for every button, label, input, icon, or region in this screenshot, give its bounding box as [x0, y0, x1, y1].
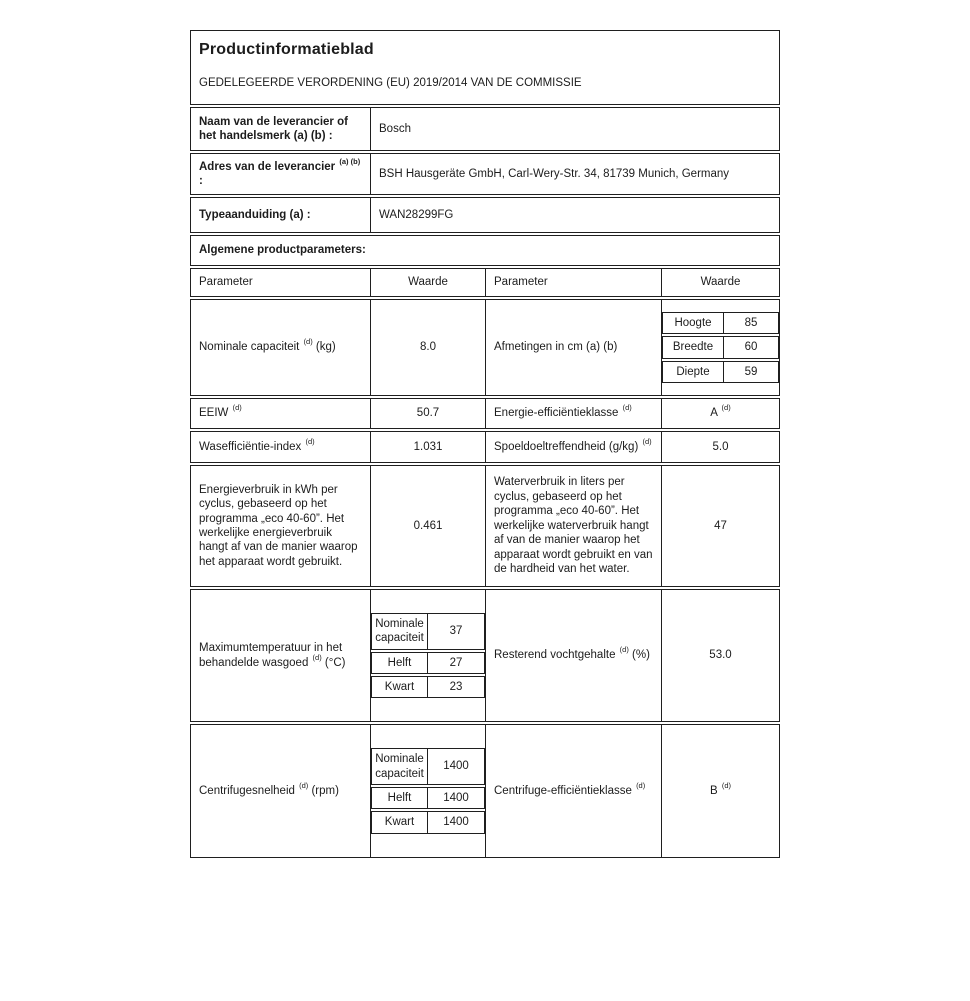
- header-parameter-left: Parameter: [199, 276, 253, 289]
- capacity-dimensions-row: [190, 299, 780, 396]
- wash-index-rinsing-row: [190, 431, 780, 463]
- temperature-row-kwart: [371, 676, 485, 698]
- table-header-row: [190, 268, 780, 297]
- product-information-sheet: [190, 30, 780, 858]
- water-consumption-value: 47: [661, 466, 779, 586]
- temperature-row-nominale: [371, 613, 485, 650]
- spin-class-label: Centrifuge-efficiëntieklasse $^{(d)}$: [485, 725, 661, 857]
- temperature-row-helft: [371, 652, 485, 674]
- dimension-breedte-value: 60: [744, 341, 758, 354]
- max-temperature-label: Maximumtemperatuur in het behandelde wasgoed $^{(d)}$ (°C): [199, 642, 346, 669]
- temperature-nominale-value: 37: [449, 624, 463, 637]
- dimension-hoogte-label: Hoogte: [663, 313, 724, 333]
- header-parameter-right: Parameter: [485, 269, 661, 296]
- temperature-nominale-label: Nominale capaciteit: [372, 614, 428, 649]
- spin-speed-row: [190, 724, 780, 858]
- model-identifier-row: [190, 197, 780, 233]
- rinsing-label: Spoeldoeltreffendheid (g/kg) $^{(d)}$: [485, 432, 661, 462]
- spin-speed-values: [370, 725, 485, 857]
- spin-kwart-label: Kwart: [372, 812, 428, 832]
- dimension-row-hoogte: [662, 312, 779, 334]
- energy-consumption-value: 0.461: [370, 466, 485, 586]
- dimension-row-diepte: [662, 361, 779, 383]
- energy-consumption-label: Energieverbruik in kWh per cyclus, gebaseerd op het programma „eco 40-60”. Het werkelijke energieverbruik hangt af van de manier waarop het apparaat wordt gebruikt.: [199, 483, 358, 568]
- remaining-moisture-label: Resterend vochtgehalte $^{(d)}$ (%): [485, 590, 661, 721]
- consumption-row: [190, 465, 780, 587]
- temperature-helft-label: Helft: [372, 653, 428, 673]
- dimension-diepte-value: 59: [744, 365, 758, 378]
- wash-index-label: Wasefficiëntie-index $^{(d)}$: [199, 436, 315, 453]
- eeiw-value: 50.7: [370, 399, 485, 428]
- document-title: Productinformatieblad: [199, 41, 374, 58]
- supplier-address-value: BSH Hausgeräte GmbH, Carl-Wery-Str. 34, 81739 Munich, Germany: [370, 154, 779, 194]
- regulation-subtitle: GEDELEGEERDE VERORDENING (EU) 2019/2014 VAN DE COMMISSIE: [199, 77, 582, 89]
- rated-capacity-value: 8.0: [370, 300, 485, 395]
- model-identifier-value: WAN28299FG: [370, 198, 779, 232]
- remaining-moisture-value: 53.0: [661, 590, 779, 721]
- supplier-address-row: [190, 153, 780, 195]
- spin-helft-value: 1400: [443, 792, 469, 804]
- wash-index-value: 1.031: [370, 432, 485, 462]
- supplier-name-row: [190, 107, 780, 151]
- spin-row-helft: [371, 787, 485, 809]
- dimension-breedte-label: Breedte: [663, 337, 724, 357]
- energy-class-label: Energie-efficiëntieklasse $^{(d)}$: [485, 399, 661, 428]
- dimensions-label: Afmetingen in cm (a) (b): [485, 300, 661, 395]
- spin-kwart-value: 1400: [443, 816, 469, 829]
- general-parameters-header: Algemene productparameters:: [190, 235, 780, 266]
- dimension-hoogte-value: 85: [744, 316, 758, 329]
- dimension-row-breedte: [662, 336, 779, 358]
- max-temperature-values: [370, 590, 485, 721]
- header-waarde-right: Waarde: [661, 269, 779, 296]
- supplier-address-label: Adres van de leverancier $^{(a) (b)}$ :: [199, 156, 361, 187]
- eeiw-label: EEIW $^{(d)}$: [199, 403, 242, 420]
- rated-capacity-label: Nominale capaciteit $^{(d)}$ (kg): [199, 337, 336, 354]
- energy-class-value: A $^{(d)}$: [661, 399, 779, 428]
- supplier-name-label: Naam van de leverancier of het handelsmerk (a) (b) :: [199, 115, 348, 142]
- spin-row-kwart: [371, 811, 485, 833]
- dimensions-values: [661, 300, 779, 395]
- header-waarde-left: Waarde: [370, 269, 485, 296]
- dimension-diepte-label: Diepte: [663, 362, 724, 382]
- supplier-name-value: Bosch: [370, 108, 779, 150]
- temperature-kwart-value: 23: [449, 680, 463, 693]
- rinsing-value: 5.0: [661, 432, 779, 462]
- spin-row-nominale: [371, 748, 485, 785]
- spin-speed-label: Centrifugesnelheid $^{(d)}$ (rpm): [199, 780, 339, 797]
- title-section: [190, 30, 780, 105]
- eei-energy-class-row: [190, 398, 780, 429]
- temperature-helft-value: 27: [449, 656, 463, 669]
- water-consumption-label: Waterverbruik in liters per cyclus, gebaseerd op het programma „eco 40-60”. Het werkelijke waterverbruik hangt af van de manier waarop het apparaat wordt gebruikt en van de hardheid van het water.: [485, 466, 661, 586]
- spin-helft-label: Helft: [372, 788, 428, 808]
- temperature-kwart-label: Kwart: [372, 677, 428, 697]
- spin-nominale-value: 1400: [443, 760, 469, 773]
- spin-class-value: B $^{(d)}$: [661, 725, 779, 857]
- temperature-moisture-row: [190, 589, 780, 722]
- spin-nominale-label: Nominale capaciteit: [372, 749, 428, 784]
- model-identifier-label: Typeaanduiding (a) :: [199, 208, 311, 221]
